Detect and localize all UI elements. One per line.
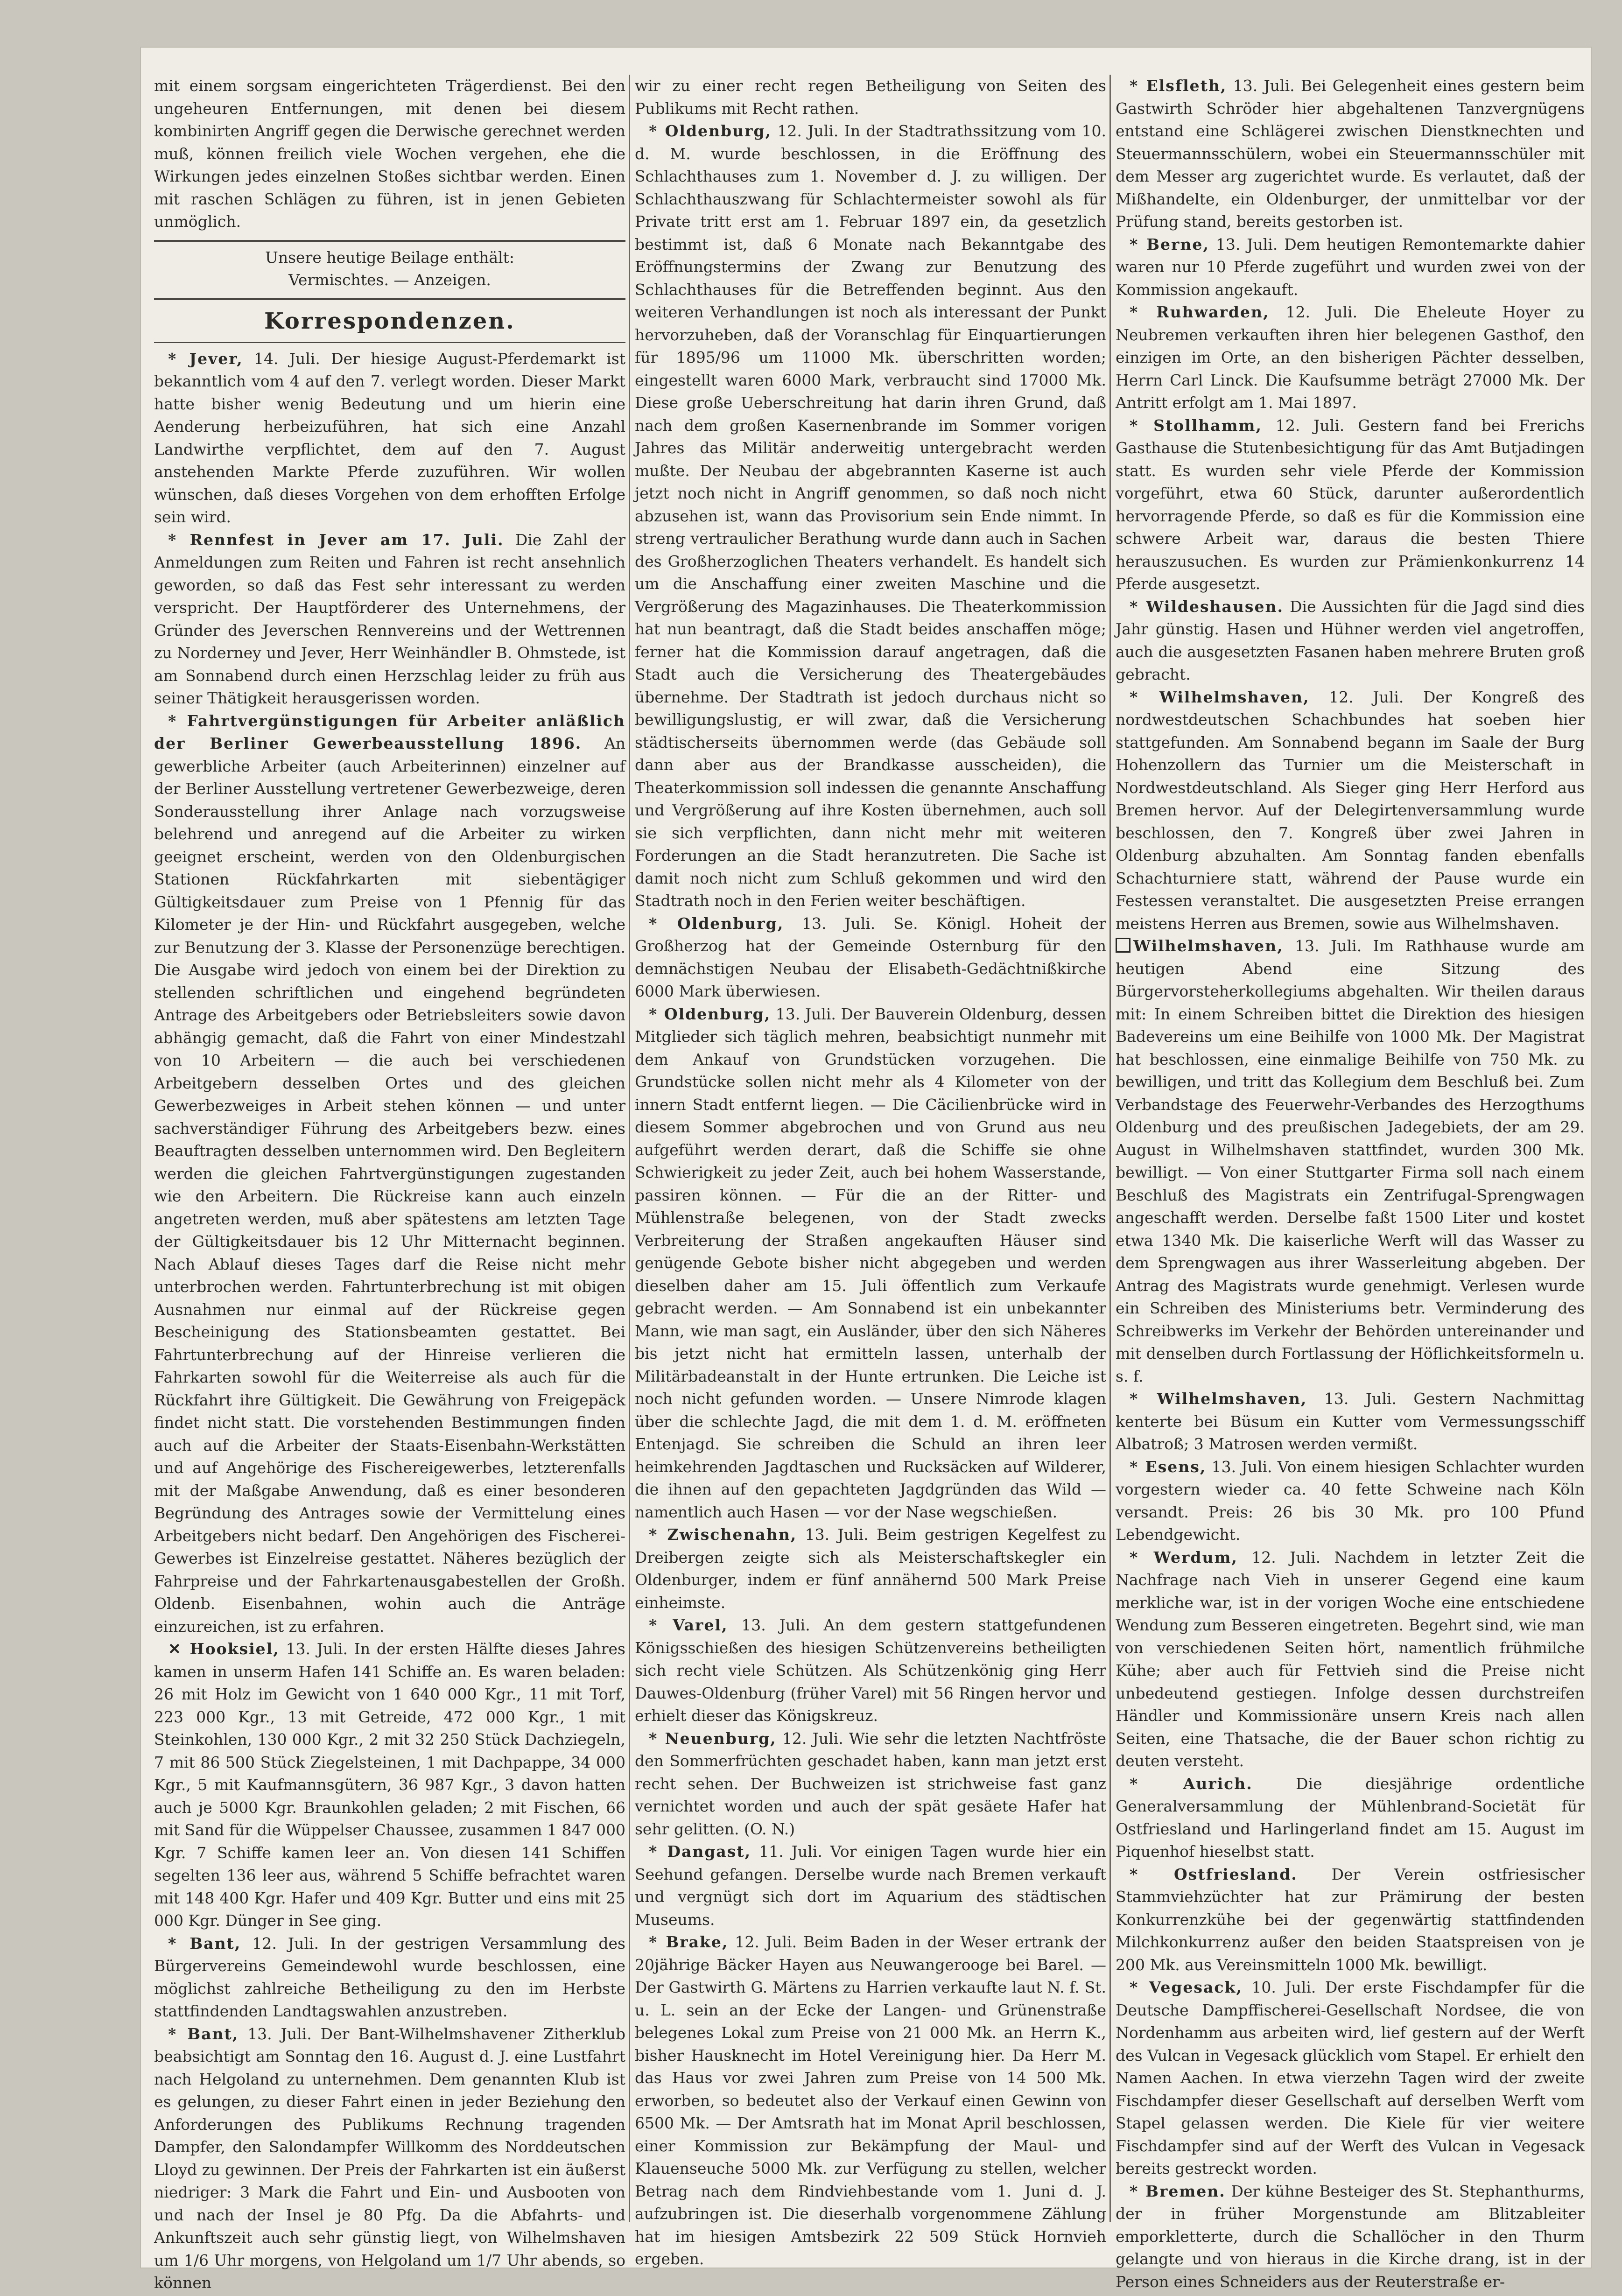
news-item <box>635 1931 1106 2271</box>
dateline: * Ruhwarden, <box>1130 303 1270 321</box>
news-body: Der Verein ostfriesischer Stammviehzüchter hat zur Prämirung der besten Konkurrenzkühe bei der gegenwärtig stattfindenden Milchkonkurrenz außer den beiden Staatspreisen von je 200 Mk. aus Vereinsmitteln 1000 Mk. bewilligt. <box>1116 1865 1585 1974</box>
news-item <box>1116 75 1585 233</box>
dateline: * Fahrtvergünstigungen für Arbeiter anläßlich der Berliner Gewerbeausstellung 1896. <box>154 711 625 752</box>
news-item <box>1116 301 1585 414</box>
news-body: 13. Juli. Der Bauverein Oldenburg, dessen Mitglieder sich täglich mehren, beabsichtigt nunmehr mit dem Ankauf von Grundstücken vorzugehen. Die Grundstücke sollen nicht mehr als 4 Kilometer von der innern Stadt entfernt liegen. — Die Cäcilienbrücke wird in diesem Sommer abgebrochen und von Grund aus neu aufgeführt werden derart, daß die Schiffe sie ohne Schwierigkeit zu jeder Zeit, auch bei hohem Wasserstande, passiren können. — Für die an der Ritter- und Mühlenstraße belegenen, von der Stadt zwecks Verbreiterung der Straßen angekauften Häuser sind genügende Gebote bisher nicht abgegeben und werden dieselben daher am 15. Juli öffentlich zum Verkaufe gebracht werden. — Am Sonnabend ist ein unbekannter Mann, wie man sagt, ein Ausländer, über den sich Näheres bis jetzt nicht hat ermitteln lassen, unterhalb der Militärbadeanstalt in der Hunte ertrunken. Die Leiche ist noch nicht gefunden worden. — Unsere Nimrode klagen über die schlechte Jagd, die mit dem 1. d. M. eröffneten Entenjagd. Sie schreiben die Schuld an ihren leer heimkehrenden Jagdtaschen und Rucksäcken auf Wilderer, die ihnen auf den gepachteten Jagdgründen das Wild — namentlich auch Hasen — vor der Nase wegschießen. <box>635 1004 1106 1521</box>
dateline: * Esens, <box>1130 1457 1207 1476</box>
dateline: * Rennfest in Jever am 17. Juli. <box>168 530 504 549</box>
dateline: * Berne, <box>1130 235 1209 253</box>
divider <box>154 342 625 343</box>
news-item <box>1116 233 1585 302</box>
news-item <box>1116 1773 1585 1863</box>
news-item <box>1116 935 1585 1388</box>
square-marker-icon <box>1116 938 1130 953</box>
news-item <box>635 1003 1106 1524</box>
news-body: 10. Juli. Der erste Fischdampfer für die Deutsche Dampffischerei-Gesellschaft Nordsee, die von Nordenhamm aus arbeiten wird, lief gestern auf der Werft des Vulcan in Vegesack glücklich vom Stapel. Er erhielt den Namen Aachen. In etwa vierzehn Tagen wird der zweite Fischdampfer dieser Gesellschaft auf derselben Werft vom Stapel gelassen werden. Die Kiele für vier weitere Fischdampfer sind auf der Werft des Vulcan in Vegesack bereits gestreckt worden. <box>1116 1978 1585 2177</box>
news-item <box>1116 2180 1585 2294</box>
column-rule <box>1109 75 1111 2222</box>
news-body: 12. Juli. Wie sehr die letzten Nachtfröste den Sommerfrüchten geschadet haben, kann man jetzt erst recht sehen. Der Buchweizen ist strichweise fast ganz vernichtet worden und auch der spät gesäete Hafer hat sehr gelitten. (O. N.) <box>635 1729 1106 1838</box>
dateline: * Oldenburg, <box>649 914 784 933</box>
news-body: 12. Juli. Die Eheleute Hoyer zu Neubremen verkauften ihren hier belegenen Gasthof, den einzigen im Orte, an den bisherigen Pächter desselben, Herrn Carl Linck. Die Kaufsumme beträgt 27000 Mk. Der Antritt erfolgt am 1. Mai 1897. <box>1116 303 1585 412</box>
dateline: * Wilhelmshaven, <box>1130 688 1310 706</box>
column-rule <box>629 75 630 2222</box>
news-item <box>154 1638 625 1932</box>
dateline: * Bant, <box>168 1934 241 1952</box>
news-body: 13. Juli. Dem heutigen Remontemarkte dahier waren nur 10 Pferde zugeführt und wurden zwei von der Kommission angekauft. <box>1116 235 1585 299</box>
column-2 <box>635 75 1107 2268</box>
news-item <box>635 1524 1106 1614</box>
news-body: 14. Juli. Der hiesige August-Pferdemarkt ist bekanntlich vom 4 auf den 7. verlegt worden. Dieser Markt hatte bisher wenig Bedeutung und um hierin eine Aenderung herbeizuführen, hat sich eine Anzahl Landwirthe verpflichtet, dem auf den 7. August anstehenden Markte Pferde zuzuführen. Wir wollen wünschen, daß dieses Vorgehen von dem erhofften Erfolge sein wird. <box>154 349 625 526</box>
news-body: 12. Juli. Der Kongreß des nordwestdeutschen Schachbundes hat soeben hier stattgefunden. Am Sonnabend begann im Saale der Burg Hohenzollern das Turnier um die Meisterschaft in Nordwestdeutschland. Als Sieger ging Herr Herford aus Bremen hervor. Auf der Delegirtenversammlung wurde beschlossen, den 7. Kongreß über zwei Jahren in Oldenburg abzuhalten. Am Sonntag fanden ebenfalls Schachturniere statt, während der Pause wurde ein Festessen veranstaltet. Die ausgesetzten Preise errangen meistens Herren aus Bremen, sowie aus Wilhelmshaven. <box>1116 688 1585 933</box>
dateline: * Ostfriesland. <box>1130 1865 1298 1883</box>
dateline: * Vegesack, <box>1130 1978 1243 1996</box>
news-item <box>1116 1456 1585 1546</box>
news-item <box>635 1614 1106 1727</box>
news-item <box>154 710 625 1638</box>
news-item <box>1116 1863 1585 1977</box>
divider <box>154 240 625 242</box>
news-body: 13. Juli. Beim gestrigen Kegelfest zu Dreibergen zeigte sich als Meisterschaftskegler ein Oldenburger, indem er fünf annähernd 500 Mark Preise einheimste. <box>635 1525 1106 1612</box>
column-1 <box>154 75 626 2292</box>
news-item <box>1116 1546 1585 1773</box>
dateline: * Bant, <box>168 2024 239 2043</box>
article-continuation: mit einem sorgsam eingerichteten Trägerdienst. Bei den ungeheuren Entfernungen, mit denen bei diesem kombinirten Angriff gegen die Derwische gerechnet werden muß, können freilich viele Wochen vergehen, ehe die Wirkungen jedes einzelnen Stoßes sichtbar werden. Einen mit raschen Schlägen zu führen, ist in jenen Gebieten unmöglich. <box>154 77 625 231</box>
dateline: * Zwischenahn, <box>649 1525 797 1544</box>
dateline: * Oldenburg, <box>649 122 772 140</box>
supplement-note: Vermischtes. — Anzeigen. <box>288 271 491 289</box>
dateline: * Wilhelmshaven, <box>1130 1390 1307 1408</box>
news-body: 13. Juli. In der ersten Hälfte dieses Jahres kamen in unserm Hafen 141 Schiffe an. Es waren beladen: 26 mit Holz im Gewicht von 1 640 000 Kgr., 11 mit Torf, 223 000 Kgr., 13 mit Getreide, 472 000 Kgr., 1 mit Steinkohlen, 130 000 Kgr., 2 mit 32 250 Stück Dachziegeln, 7 mit 86 500 Stück Ziegelsteinen, 1 mit Dachpappe, 34 000 Kgr., 5 mit Kaufmannsgütern, 36 987 Kgr., 3 davon hatten auch je 5000 Kgr. Braunkohlen geladen; 2 mit Fischen, 66 mit Sand für die Wüppelser Chaussee, zusammen 1 847 000 Kgr. 7 Schiffe kamen leer an. Von diesen 141 Schiffen segelten 136 leer aus, während 5 Schiffe befrachtet waren mit 148 400 Kgr. Hafer und 409 Kgr. Butter und eins mit 25 000 Kgr. Dünger in See ging. <box>154 1640 625 1930</box>
news-item <box>154 2023 625 2295</box>
dateline: ✕ Hooksiel, <box>168 1640 280 1658</box>
news-item <box>1116 1976 1585 2180</box>
news-body: Die Aussichten für die Jagd sind dies Jahr günstig. Hasen und Hühner werden viel angetroffen, auch die ausgesetzten Fasanen haben mehrere Bruten groß gebracht. <box>1116 597 1585 683</box>
news-body: 12. Juli. In der gestrigen Versammlung des Bürgervereins Gemeindewohl wurde beschlossen, eine möglichst zahlreiche Betheiligung zu den im Herbste stattfindenden Landtagswahlen anzustreben. <box>154 1934 625 2020</box>
news-body: 13. Juli. Der Bant-Wilhelmshavener Zitherklub beabsichtigt am Sonntag den 16. August d. J. eine Lustfahrt nach Helgoland zu unternehmen. Dem genannten Klub ist es gelungen, zu dieser Fahrt einen in jeder Beziehung den Anforderungen des Publikums Rechnung tragenden Dampfer, den Salondampfer Willkomm des Norddeutschen Lloyd zu gewinnen. Der Preis der Fahrkarten ist ein äußerst niedriger: 3 Mark die Fahrt und Ein- und Ausbooten von und nach der Insel je 80 Pfg. Da die Abfahrts- und Ankunftszeit auch sehr günstig liegt, von Wilhelmshaven um 1/6 Uhr morgens, von Helgoland um 1/7 Uhr abends, so können <box>154 2024 626 2292</box>
divider <box>154 298 625 300</box>
news-body: 12. Juli. Nachdem in letzter Zeit die Nachfrage nach Vieh in unserer Gegend eine kaum merkliche war, ist in der vorigen Woche eine entschiedene Wendung zum Besseren eingetreten. Begehrt sind, wie man von verschiedenen Seiten hört, namentlich frühmilche Kühe; aber auch für Fettvieh sind die Preise nicht unbedeutend gestiegen. Infolge dessen durchstreifen Händler und Kommissionäre unsern Kreis nach allen Seiten, eine Thatsache, die der Bauer schon richtig zu deuten versteht. <box>1116 1548 1585 1770</box>
news-item <box>1116 596 1585 686</box>
news-body: 12. Juli. Gestern fand bei Frerichs Gasthause die Stutenbesichtigung für das Amt Butjadingen statt. Es wurden sehr viele Pferde der Kommission vorgeführt, etwa 60 Stück, darunter außerordentlich hervorragende Pferde, so daß es für die Kommission eine schwere Arbeit war, daraus die besten Thiere herauszusuchen. Es wurden zur Prämienkonkurrenz 14 Pferde ausgesetzt. <box>1116 416 1585 593</box>
dateline: * Bremen. <box>1130 2182 1226 2200</box>
column-3 <box>1116 75 1585 2291</box>
news-item <box>1116 414 1585 596</box>
news-body: 12. Juli. Beim Baden in der Weser ertrank der 20jährige Bäcker Hayen aus Neuwangerooge bei Barel. — Der Gastwirth G. Märtens zu Harrien verkaufte laut N. f. St. u. L. sein an der Ecke der Langen- und Grünenstraße belegenes Lokal zum Preise von 21 000 Mk. an Herrn K., bisher Hausknecht im Hotel Vereinigung hier. Da Herr M. das Haus vor zwei Jahren zum Preise von 14 500 Mk. erworben, so bedeutet also der Verkauf einen Gewinn von 6500 Mk. — Der Amtsrath hat im Monat April beschlossen, einer Kommission zur Bekämpfung der Maul- und Klauenseuche 5000 Mk. zur Verfügung zu stellen, welcher Betrag nach dem Rindviehbestande vom 1. Juni d. J. aufzubringen ist. Die dieserhalb vorgenommene Zählung hat im hiesigen Amtsbezirk 22 509 Stück Hornvieh ergeben. <box>635 1933 1106 2268</box>
article-continuation: wir zu einer recht regen Betheiligung von Seiten des Publikums mit Recht rathen. <box>635 77 1106 118</box>
news-body: 13. Juli. An dem gestern stattgefundenen Königsschießen des hiesigen Schützenvereins betheiligten sich recht viele Schützen. Als Schützenkönig ging Herr Dauwes-Oldenburg (früher Varel) mit 56 Ringen hervor und erhielt dieser das Königskreuz. <box>635 1616 1106 1725</box>
news-item <box>154 348 625 529</box>
newspaper-page <box>140 47 1592 2292</box>
news-body: An gewerbliche Arbeiter (auch Arbeiterinnen) einzelner auf der Berliner Ausstellung vertretener Gewerbezweige, deren Sonderausstellung ihrer Anlage nach vorzugsweise belehrend und anregend auf die Arbeiter zu wirken geeignet erscheint, werden von den Oldenburgischen Stationen Rückfahrkarten mit siebentägiger Gültigkeitsdauer zum Preise von 1 Pfennig für das Kilometer je der Hin- und Rückfahrt ausgegeben, welche zur Benutzung der 3. Klasse der Personenzüge berechtigen. Die Ausgabe wird jedoch von einem bei der Direktion zu stellenden schriftlichen und eingehend begründeten Antrage des Arbeitgebers oder Betriebsleiters sowie davon abhängig gemacht, daß die Fahrt von einer Mindestzahl von 10 Arbeitern — die auch bei verschiedenen Arbeitgebern desselben Ortes und des gleichen Gewerbezweiges in Arbeit stehen können — und unter sachverständiger Führung des Arbeitgebers bezw. eines Beauftragten desselben unternommen wird. Den Begleitern werden die gleichen Fahrtvergünstigungen zugestanden wie den Arbeitern. Die Rückreise kann auch einzeln angetreten werden, muß aber spätestens am letzten Tage der Gültigkeitsdauer bis 12 Uhr Mitternacht beginnen. Nach Ablauf dieses Tages darf die Reise nicht mehr unterbrochen werden. Fahrtunterbrechung ist mit obigen Ausnahmen nur einmal auf der Rückreise gegen Bescheinigung des Stationsbeamten gestattet. Bei Fahrtunterbrechung auf der Hinreise verlieren die Fahrkarten sowohl für die Weiterreise als auch für die Rückfahrt ihre Gültigkeit. Die Gewährung von Freigepäck findet nicht statt. Die vorstehenden Bestimmungen finden auch auf die Arbeiter der Staats-Eisenbahn-Werkstätten und auf Angehörige des Fischereigewerbes, letzterenfalls mit der Maßgabe Anwendung, daß es einer besonderen Begründung des Antrages sowie der Vermittelung eines Arbeitgebers nicht bedarf. Den Angehörigen des Fischerei-Gewerbes ist Einzelreise gestattet. Näheres bezüglich der Fahrpreise und der Fahrkartenausgabestellen der Großh. Oldenb. Eisenbahnen, wohin auch die Anträge einzureichen, ist zu erfahren. <box>154 734 625 1636</box>
news-body: 13. Juli. Gestern Nachmittag kenterte bei Büsum ein Kutter vom Vermessungsschiff Albatroß; 3 Matrosen werden vermißt. <box>1116 1390 1585 1453</box>
dateline: * Aurich. <box>1130 1774 1253 1793</box>
dateline: * Wildeshausen. <box>1130 597 1284 616</box>
news-body: 13. Juli. Se. Königl. Hoheit der Großherzog hat der Gemeinde Osternburg für den demnächstigen Neubau der Elisabeth-Gedächtnißkirche 6000 Mark überwiesen. <box>635 914 1107 1000</box>
dateline: * Neuenburg, <box>649 1729 777 1748</box>
news-body: 13. Juli. Von einem hiesigen Schlachter wurden vorgestern wieder ca. 40 fette Schweine nach Köln versandt. Preis: 26 bis 30 Mk. pro 100 Pfund Lebendgewicht. <box>1116 1457 1585 1544</box>
dateline: * Varel, <box>649 1616 728 1634</box>
news-body: Der kühne Besteiger des St. Stephanthurms, der in früher Morgenstunde am Blitzableiter emporkletterte, durch die Schallöcher in den Thurm gelangte und von hieraus in die Kirche drang, ist in der Person eines Schneiders aus der Reuterstraße er- <box>1116 2182 1585 2291</box>
news-item <box>635 120 1106 913</box>
news-item <box>635 1727 1106 1841</box>
news-item <box>635 1840 1106 1931</box>
news-item <box>1116 1388 1585 1456</box>
news-item <box>154 529 625 710</box>
news-body: 11. Juli. Vor einigen Tagen wurde hier ein Seehund gefangen. Derselbe wurde nach Bremen verkauft und vergnügt sich dort im Aquarium des städtischen Museums. <box>635 1842 1106 1929</box>
section-title: Korrespondenzen. <box>264 308 515 334</box>
news-item <box>1116 686 1585 935</box>
dateline: * Brake, <box>649 1933 729 1951</box>
news-body: Die Zahl der Anmeldungen zum Reiten und Fahren ist recht ansehnlich geworden, so daß das Fest sehr interessant zu werden verspricht. Der Hauptförderer des Unternehmens, der Gründer des Jeverschen Rennvereins und der Wettrennen zu Norderney und Jever, Herr Weinhändler B. Ohmstede, ist am Sonnabend durch einen Herzschlag leider zu früh aus seiner Thätigkeit herausgerissen worden. <box>154 530 625 707</box>
news-body: 12. Juli. In der Stadtrathssitzung vom 10. d. M. wurde beschlossen, in die Eröffnung des Schlachthauses zum 1. November d. J. zu willigen. Der Schlachthauszwang für Schlachtermeister sowohl als für Private tritt erst am 1. Februar 1897 ein, da gesetzlich bestimmt ist, daß 6 Monate nach Bekanntgabe des Eröffnungstermins der Zwang zur Benutzung des Schlachthauses für die Betreffenden beginnt. Aus den weiteren Verhandlungen ist noch als interessant der Punkt hervorzuheben, daß der Voranschlag für Einquartierungen für 1895/96 um 11000 Mk. überschritten worden; eingestellt waren 6000 Mark, verbraucht sind 17000 Mk. Diese große Ueberschreitung hat darin ihren Grund, daß nach dem großen Kasernenbrande im Sommer vorigen Jahres das Militär anderweitig untergebracht werden mußte. Der Neubau der abgebrannten Kaserne ist auch jetzt noch nicht in Angriff genommen, so daß noch nicht abzusehen ist, wann das Provisorium sein Ende nimmt. In streng vertraulicher Berathung wurde dann auch in Sachen des Großherzoglichen Theaters verhandelt. Es handelt sich um die Anschaffung einer zweiten Maschine und die Vergrößerung des Magazinhauses. Die Theaterkommission hat nun beantragt, daß die Stadt beides anschaffen möge; ferner hat die Kommission darauf angetragen, daß die Stadt auch die Versicherung des Theatergebäudes übernehme. Der Stadtrath ist jedoch durchaus nicht so bewilligungslustig, er will zwar, daß die Versicherung städtischerseits übernommen werde (das Gebäude soll dann aber aus der Brandkasse ausscheiden), die Theaterkommission soll indessen die genannte Anschaffung und Vergrößerung auf ihre Kosten übernehmen, auch soll sie sich verpflichten, dann nicht mehr mit weiteren Forderungen an die Stadt heranzutreten. Die Sache ist damit noch nicht zum Schluß gekommen und wird den Stadtrath noch in den Ferien weiter beschäftigen. <box>635 122 1106 910</box>
dateline: * Jever, <box>168 349 243 368</box>
news-body: Die diesjährige ordentliche Generalversammlung der Mühlenbrand-Societät für Ostfriesland und Harlingerland findet am 15. August im Piquenhof hieselbst statt. <box>1116 1774 1585 1861</box>
news-item <box>154 1932 625 2023</box>
supplement-note: Unsere heutige Beilage enthält: <box>265 248 514 267</box>
news-body: 13. Juli. Im Rathhause wurde am heutigen Abend eine Sitzung des Bürgervorsteherkollegiums abgehalten. Wir theilen daraus mit: In einem Schreiben bittet die Direktion des hiesigen Badevereins um eine Beihilfe von 1000 Mk. Der Magistrat hat beschlossen, eine einmalige Beihilfe von 750 Mk. zu bewilligen, und tritt das Kollegium dem Beschluß bei. Zum Verbandstage des Feuerwehr-Verbandes des Herzogthums Oldenburg und des preußischen Jadegebiets, der am 29. August in Wilhelmshaven stattfindet, wurden 300 Mk. bewilligt. — Von einer Stuttgarter Firma soll nach einem Beschluß des Magistrats ein Zentrifugal-Sprengwagen angeschafft werden. Derselbe faßt 1500 Liter und kostet etwa 1340 Mk. Die kaiserliche Werft will das Wasser zu dem Sprengwagen aus ihrer Wasserleitung abgeben. Der Antrag des Magistrats wurde genehmigt. Verlesen wurde ein Schreiben des Ministeriums betr. Verminderung des Schreibwerks im Verkehr der Behörden untereinander und mit denselben durch Fortlassung der Höflichkeitsformeln u. s. f. <box>1116 937 1585 1385</box>
news-body: 13. Juli. Bei Gelegenheit eines gestern beim Gastwirth Schröder hier abgehaltenen Tanzvergnügens entstand eine Schlägerei zwischen Dienstknechten und Steuermannsschülern, wobei ein Steuermannsschüler mit dem Messer arg zugerichtet wurde. Es verlautet, daß der Mißhandelte, ein Oldenburger, der unmittelbar vor der Prüfung stand, bereits gestorben ist. <box>1116 77 1585 231</box>
dateline: * Dangast, <box>649 1842 751 1861</box>
dateline: * Elsfleth, <box>1130 77 1227 95</box>
dateline: * Stollhamm, <box>1130 416 1262 435</box>
news-item <box>635 913 1106 1003</box>
dateline: Wilhelmshaven, <box>1133 937 1284 955</box>
dateline: * Oldenburg, <box>649 1004 771 1023</box>
dateline: * Werdum, <box>1130 1548 1238 1566</box>
